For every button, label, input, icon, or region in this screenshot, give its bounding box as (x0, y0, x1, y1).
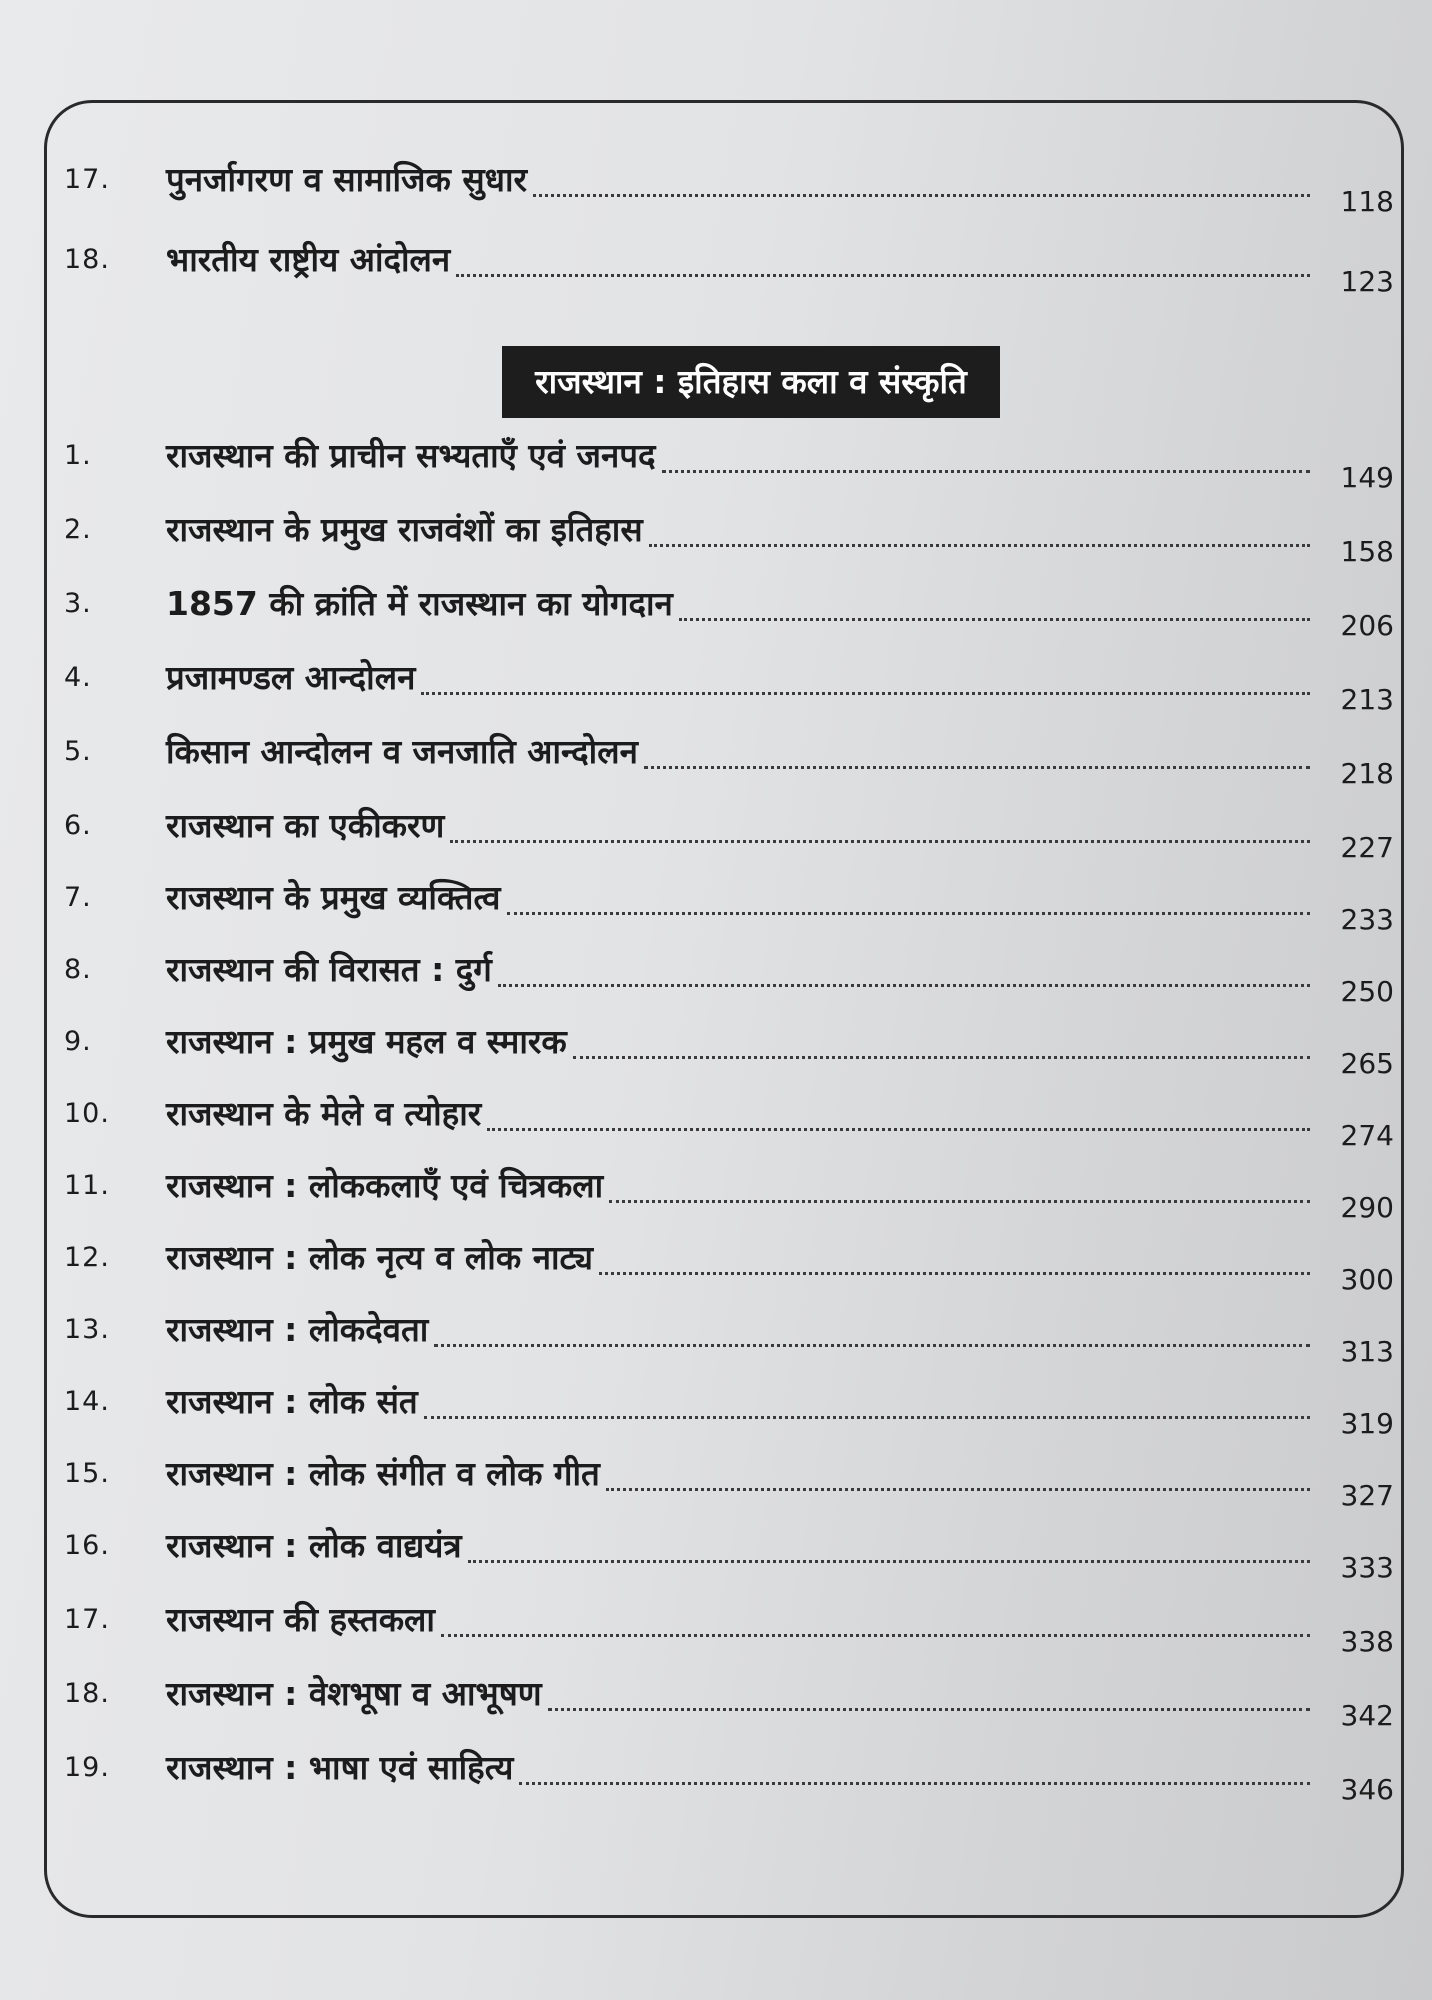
entry-page-number: 327 (1340, 1479, 1394, 1512)
entry-number: 18. (64, 244, 110, 275)
toc-entry (64, 1238, 1394, 1298)
entry-title: राजस्थान : भाषा एवं साहित्य (166, 1748, 514, 1787)
entry-number: 13. (64, 1314, 110, 1345)
entry-title: राजस्थान : लोक संत (166, 1382, 418, 1421)
entry-number: 3. (64, 588, 92, 619)
entry-number: 10. (64, 1098, 110, 1129)
dot-leader (644, 766, 1310, 769)
entry-page-number: 265 (1340, 1047, 1394, 1080)
entry-title: भारतीय राष्ट्रीय आंदोलन (166, 240, 451, 279)
entry-title: राजस्थान की विरासत : दुर्ग (166, 950, 492, 989)
entry-title: 1857 की क्रांति में राजस्थान का योगदान (166, 584, 673, 623)
entry-number: 15. (64, 1458, 110, 1489)
entry-page-number: 227 (1340, 831, 1394, 864)
entry-title: राजस्थान : लोककलाएँ एवं चित्रकला (166, 1166, 604, 1205)
toc-entry (64, 1526, 1394, 1586)
toc-entry (64, 1382, 1394, 1442)
entry-title: राजस्थान का एकीकरण (166, 806, 445, 845)
toc-entry (64, 510, 1394, 570)
dot-leader (468, 1560, 1310, 1563)
dot-leader (507, 912, 1310, 915)
dot-leader (441, 1634, 1310, 1637)
toc-entry (64, 1600, 1394, 1660)
entry-page-number: 274 (1340, 1119, 1394, 1152)
dot-leader (606, 1488, 1310, 1491)
toc-entry (64, 240, 1394, 300)
entry-page-number: 290 (1340, 1191, 1394, 1224)
entry-page-number: 233 (1340, 903, 1394, 936)
entry-number: 2. (64, 514, 92, 545)
entry-title: राजस्थान : लोक संगीत व लोक गीत (166, 1454, 600, 1493)
toc-entry (64, 806, 1394, 866)
dot-leader (533, 194, 1310, 197)
entry-title: राजस्थान के प्रमुख राजवंशों का इतिहास (166, 510, 643, 549)
entry-title: राजस्थान की हस्तकला (166, 1600, 435, 1639)
dot-leader (599, 1272, 1310, 1275)
entry-title: राजस्थान : लोकदेवता (166, 1310, 429, 1349)
toc-entry (64, 950, 1394, 1010)
entry-page-number: 118 (1340, 185, 1394, 218)
entry-page-number: 158 (1340, 535, 1394, 568)
dot-leader (609, 1200, 1310, 1203)
entry-page-number: 149 (1340, 461, 1394, 494)
entry-title: पुनर्जागरण व सामाजिक सुधार (166, 160, 528, 199)
entry-title: राजस्थान : लोक नृत्य व लोक नाट्य (166, 1238, 594, 1277)
dot-leader (498, 984, 1310, 987)
entry-page-number: 123 (1340, 265, 1394, 298)
entry-page-number: 333 (1340, 1551, 1394, 1584)
entry-number: 18. (64, 1678, 110, 1709)
dot-leader (456, 274, 1310, 277)
entry-page-number: 342 (1340, 1699, 1394, 1732)
toc-entry (64, 878, 1394, 938)
entry-title: राजस्थान की प्राचीन सभ्यताएँ एवं जनपद (166, 436, 656, 475)
entry-number: 1. (64, 440, 92, 471)
entry-page-number: 338 (1340, 1625, 1394, 1658)
entry-page-number: 313 (1340, 1335, 1394, 1368)
dot-leader (487, 1128, 1310, 1131)
dot-leader (424, 1416, 1310, 1419)
dot-leader (421, 692, 1310, 695)
dot-leader (450, 840, 1310, 843)
entry-title: राजस्थान : लोक वाद्ययंत्र (166, 1526, 462, 1565)
entry-title: राजस्थान के प्रमुख व्यक्तित्व (166, 878, 501, 917)
entry-page-number: 250 (1340, 975, 1394, 1008)
entry-title: प्रजामण्डल आन्दोलन (166, 658, 416, 697)
entry-number: 9. (64, 1026, 92, 1057)
entry-number: 16. (64, 1530, 110, 1561)
dot-leader (649, 544, 1310, 547)
entry-number: 11. (64, 1170, 110, 1201)
toc-entry (64, 436, 1394, 496)
entry-page-number: 213 (1340, 683, 1394, 716)
entry-number: 5. (64, 736, 92, 767)
dot-leader (434, 1344, 1310, 1347)
entry-title: राजस्थान : वेशभूषा व आभूषण (166, 1674, 542, 1713)
toc-entry (64, 1166, 1394, 1226)
entry-number: 7. (64, 882, 92, 913)
dot-leader (662, 470, 1310, 473)
entry-page-number: 218 (1340, 757, 1394, 790)
toc-entry (64, 658, 1394, 718)
toc-entry (64, 1748, 1394, 1808)
entry-title: किसान आन्दोलन व जनजाति आन्दोलन (166, 732, 638, 771)
entry-number: 4. (64, 662, 92, 693)
entry-number: 12. (64, 1242, 110, 1273)
dot-leader (679, 618, 1310, 621)
dot-leader (519, 1782, 1310, 1785)
entry-title: राजस्थान : प्रमुख महल व स्मारक (166, 1022, 567, 1061)
entry-number: 17. (64, 1604, 110, 1635)
toc-entry (64, 732, 1394, 792)
entry-number: 6. (64, 810, 92, 841)
entry-page-number: 300 (1340, 1263, 1394, 1296)
toc-entry (64, 1674, 1394, 1734)
entry-page-number: 346 (1340, 1773, 1394, 1806)
toc-entry (64, 1310, 1394, 1370)
entry-title: राजस्थान के मेले व त्योहार (166, 1094, 482, 1133)
entry-number: 8. (64, 954, 92, 985)
dot-leader (573, 1056, 1310, 1059)
entry-page-number: 206 (1340, 609, 1394, 642)
dot-leader (548, 1708, 1310, 1711)
toc-entry (64, 160, 1394, 220)
entry-number: 14. (64, 1386, 110, 1417)
entry-number: 19. (64, 1752, 110, 1783)
toc-entry (64, 1022, 1394, 1082)
entry-page-number: 319 (1340, 1407, 1394, 1440)
entry-number: 17. (64, 164, 110, 195)
toc-entry (64, 1454, 1394, 1514)
section-heading: राजस्थान : इतिहास कला व संस्कृति (502, 346, 1000, 418)
toc-entry (64, 1094, 1394, 1154)
toc-entry (64, 584, 1394, 644)
